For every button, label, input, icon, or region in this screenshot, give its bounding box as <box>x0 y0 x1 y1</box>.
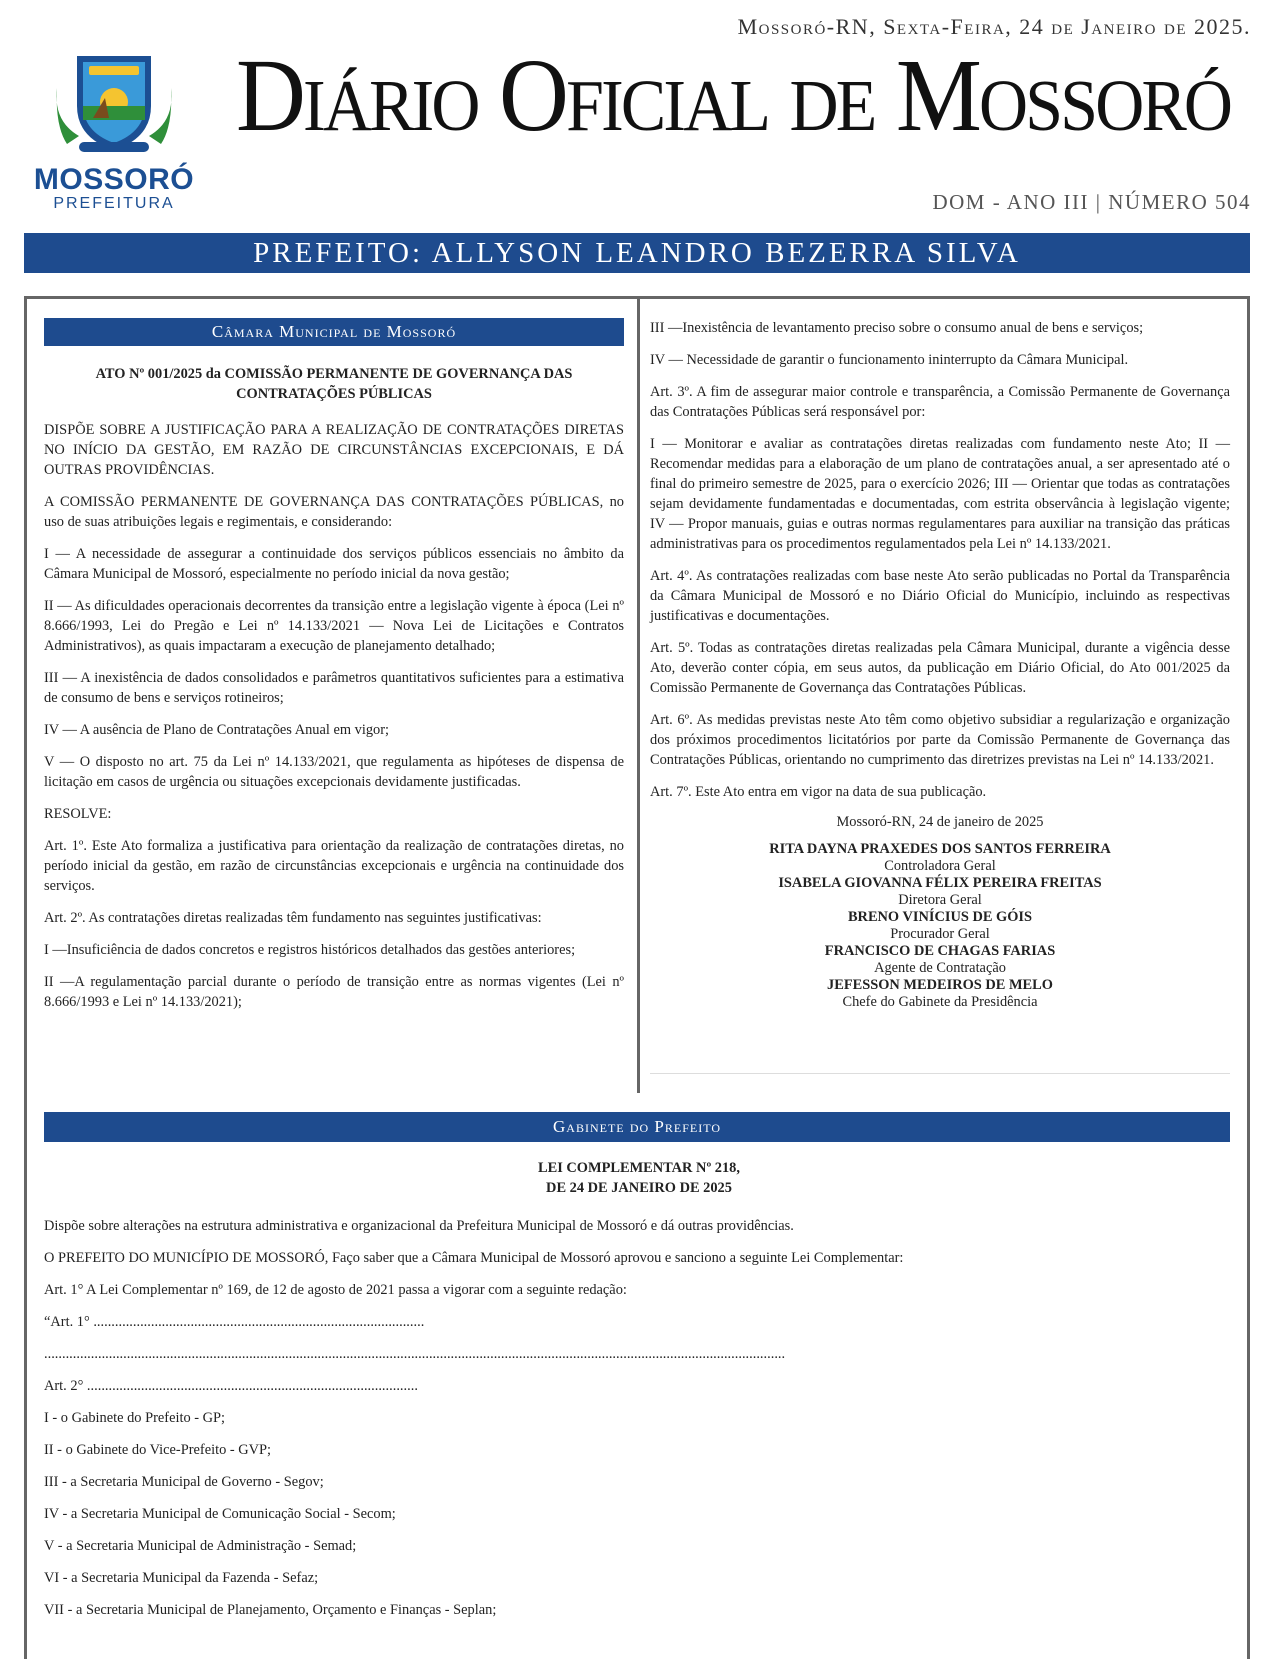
art-7: Art. 7º. Este Ato entra em vigor na data de sua publicação. <box>650 784 987 800</box>
lei-title-line: LEI COMPLEMENTAR Nº 218, <box>538 1160 740 1176</box>
list-item: II - o Gabinete do Vice-Prefeito - GVP; <box>44 1442 272 1458</box>
prefeitura-logo <box>24 46 204 212</box>
section-header-camara: Câmara Municipal de Mossoró <box>44 318 624 346</box>
art-4: Art. 4º. As contratações realizadas com base neste Ato serão publicadas no Portal da Transparência da Câmara Municipal de Mossoró e no Diário Oficial do Município, incluindo as respectivas justificativas e documentações. <box>650 568 1230 624</box>
ato-title: ATO Nº 001/2025 da COMISSÃO PERMANENTE DE GOVERNANÇA DAS CONTRATAÇÕES PÚBLICAS <box>95 366 573 402</box>
logo-name: MOSSORÓ <box>33 163 195 196</box>
art-1: Art. 1º. Este Ato formaliza a justificativa para orientação da realização de contratações diretas, no período inicial da gestão, em razão de circunstâncias excepcionais e urgência na continuidade dos serviços. <box>44 838 624 894</box>
ato-preamble: A COMISSÃO PERMANENTE DE GOVERNANÇA DAS CONTRATAÇÕES PÚBLICAS, no uso de suas atribuições legais e regimentais, e considerando: <box>44 494 624 530</box>
divider <box>650 1073 1230 1074</box>
signatory-name: FRANCISCO DE CHAGAS FARIAS <box>824 943 1056 959</box>
column-divider <box>637 296 640 1093</box>
signatory-role: Agente de Contratação <box>874 960 1006 976</box>
list-item: III - a Secretaria Municipal de Governo - Segov; <box>44 1474 324 1490</box>
art-2: Art. 2º. As contratações diretas realizadas têm fundamento nas seguintes justificativas: <box>44 910 542 926</box>
signatory-role: Chefe do Gabinete da Presidência <box>842 994 1038 1010</box>
logo-subtitle: PREFEITURA <box>53 195 175 212</box>
masthead-title: Diário Oficial de Mossoró <box>236 38 1231 153</box>
signature-block <box>650 814 1230 1011</box>
gabinete-body <box>44 1158 1234 1632</box>
lei-ementa: Dispõe sobre alterações na estrutura administrativa e organizacional da Prefeitura Municipal de Mossoró e dá outras providências. <box>44 1218 794 1234</box>
signatory-name: JEFESSON MEDEIROS DE MELO <box>827 977 1053 993</box>
considerando-item: II — As dificuldades operacionais decorrentes da transição entre a legislação vigente à época (Lei nº 8.666/1993, Lei do Pregão e Lei nº 14.133/2021 — Nova Lei de Licitações e Contratos Administrativos), as quais impactaram a execução de planejamento detalhado; <box>44 598 624 654</box>
considerando-item: IV — A ausência de Plano de Contratações Anual em vigor; <box>44 722 390 738</box>
signatory-role: Diretora Geral <box>898 892 982 908</box>
lei-preamble: O PREFEITO DO MUNICÍPIO DE MOSSORÓ, Faço saber que a Câmara Municipal de Mossoró aprovou e sanciono a seguinte Lei Complementar: <box>44 1250 904 1266</box>
mayor-banner: PREFEITO: ALLYSON LEANDRO BEZERRA SILVA <box>24 233 1250 273</box>
considerando-item: III — A inexistência de dados consolidados e parâmetros quantitativos suficientes para a estimativa de consumo de bens e serviços rotineiros; <box>44 670 624 706</box>
ellipsis-line: .............................................................................................................................................................................................................. <box>44 1346 786 1362</box>
dateline: Mossoró-RN, Sexta-Feira, 24 de Janeiro de 2025. <box>737 14 1251 39</box>
signatory-role: Procurador Geral <box>890 926 990 942</box>
art-2-item: IV — Necessidade de garantir o funcionamento ininterrupto da Câmara Municipal. <box>650 352 1129 368</box>
art-5: Art. 5º. Todas as contratações diretas realizadas pela Câmara Municipal, durante a vigência desse Ato, deverão conter cópia, em seus autos, da publicação em Diário Oficial, do Ato 001/2025 da Comissão Permanente de Governança das Contratações Públicas. <box>650 640 1230 696</box>
art-3-items: I — Monitorar e avaliar as contratações diretas realizadas com fundamento neste Ato; II — Recomendar medidas para a elaboração de um plano de contratações anual, a ser apresentado até o final do primeiro semestre de 2025, para o exercício 2026; III — Orientar que todas as contratações sejam devidamente fundamentadas e documentadas, com estrita observância à legislação vigente; IV — Propor manuais, guias e outras normas regulamentares para auxiliar na transição das práticas administrativas para os procedimentos regulamentados pela Lei nº 14.133/2021. <box>650 436 1230 552</box>
camara-right-column <box>650 318 1230 1011</box>
list-item: I - o Gabinete do Prefeito - GP; <box>44 1410 226 1426</box>
lei-art-1: Art. 1° A Lei Complementar nº 169, de 12 de agosto de 2021 passa a vigorar com a seguinte redação: <box>44 1282 627 1298</box>
lei-title-line: DE 24 DE JANEIRO DE 2025 <box>546 1180 732 1196</box>
art-2-item: I —Insuficiência de dados concretos e registros históricos detalhados das gestões anteriores; <box>44 942 576 958</box>
considerando-item: V — O disposto no art. 75 da Lei nº 14.133/2021, que regulamenta as hipóteses de dispensa de licitação em casos de urgência ou situações excepcionais devidamente justificadas. <box>44 754 624 790</box>
edition-number: DOM - ANO III | NÚMERO 504 <box>932 190 1251 214</box>
art-2-item: II —A regulamentação parcial durante o período de transição entre as normas vigentes (Lei nº 8.666/1993 e Lei nº 14.133/2021); <box>44 974 624 1010</box>
resolve-label: RESOLVE: <box>44 806 112 822</box>
signatory-role: Controladora Geral <box>884 858 996 874</box>
quoted-art-1: “Art. 1° ............................................................................................ <box>44 1314 425 1330</box>
list-item: IV - a Secretaria Municipal de Comunicação Social - Secom; <box>44 1506 396 1522</box>
signatory-name: RITA DAYNA PRAXEDES DOS SANTOS FERREIRA <box>769 841 1111 857</box>
ato-ementa: DISPÕE SOBRE A JUSTIFICAÇÃO PARA A REALIZAÇÃO DE CONTRATAÇÕES DIRETAS NO INÍCIO DA GESTÃO, EM RAZÃO DE CIRCUNSTÂNCIAS EXCEPCIONAIS, E DÁ OUTRAS PROVIDÊNCIAS. <box>44 422 624 478</box>
camara-left-column <box>44 318 624 1024</box>
list-item: VII - a Secretaria Municipal de Planejamento, Orçamento e Finanças - Seplan; <box>44 1602 497 1618</box>
art-3: Art. 3º. A fim de assegurar maior controle e transparência, a Comissão Permanente de Governança das Contratações Públicas será responsável por: <box>650 384 1230 420</box>
lei-title <box>44 1158 1234 1198</box>
considerando-item: I — A necessidade de assegurar a continuidade dos serviços públicos essenciais no âmbito da Câmara Municipal de Mossoró, especialmente no período inicial da nova gestão; <box>44 546 624 582</box>
quoted-art-2: Art. 2° ............................................................................................ <box>44 1378 418 1394</box>
signatory-name: ISABELA GIOVANNA FÉLIX PEREIRA FREITAS <box>778 875 1102 891</box>
list-item: VI - a Secretaria Municipal da Fazenda - Sefaz; <box>44 1570 319 1586</box>
place-date: Mossoró-RN, 24 de janeiro de 2025 <box>836 814 1044 830</box>
signatory-name: BRENO VINÍCIUS DE GÓIS <box>847 909 1033 925</box>
list-item: V - a Secretaria Municipal de Administração - Semad; <box>44 1538 357 1554</box>
art-2-item: III —Inexistência de levantamento preciso sobre o consumo anual de bens e serviços; <box>650 320 1144 336</box>
section-header-gabinete: Gabinete do Prefeito <box>44 1112 1230 1142</box>
coat-of-arms-icon <box>49 46 179 158</box>
art-6: Art. 6º. As medidas previstas neste Ato têm como objetivo subsidiar a regularização e organização dos próximos procedimentos licitatórios por parte da Comissão Permanente de Governança das Contratações Públicas, orientando no cumprimento das diretrizes previstas na Lei nº 14.133/2021. <box>650 712 1230 768</box>
